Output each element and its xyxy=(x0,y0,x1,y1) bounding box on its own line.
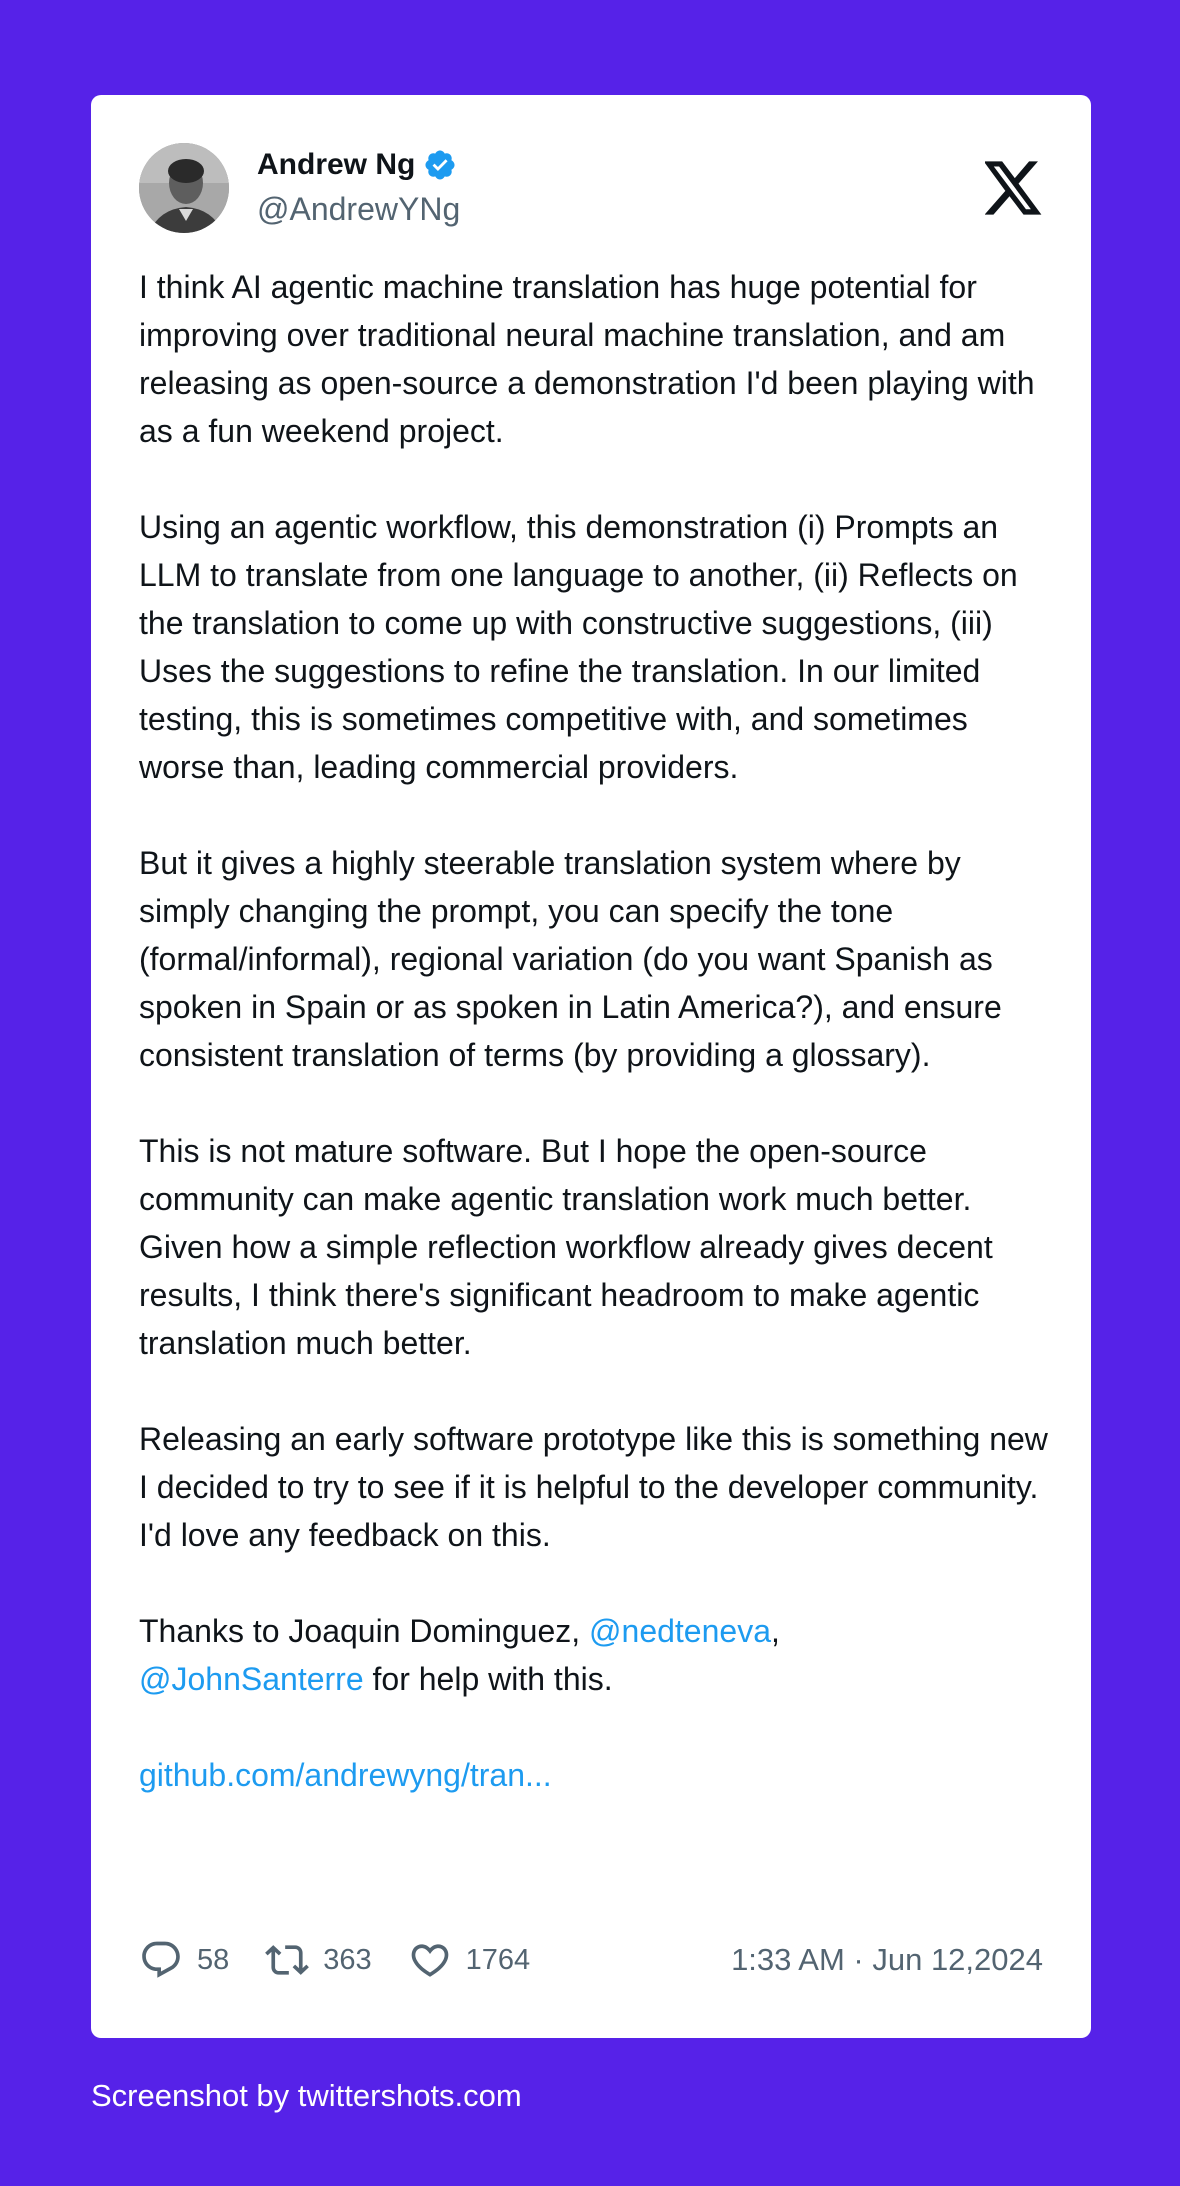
author-handle[interactable]: @AndrewYNg xyxy=(257,191,461,227)
thanks-suffix: for help with this. xyxy=(363,1661,613,1697)
mention-johnsanterre[interactable]: @JohnSanterre xyxy=(139,1661,364,1697)
avatar[interactable] xyxy=(139,143,229,233)
tweet-paragraph: I think AI agentic machine translation has huge potential for improving over traditional neural machine translation, and am releasing as open-source a demonstration I'd been playing with as a fun weekend project. xyxy=(139,269,1035,449)
tweet-paragraph: This is not mature software. But I hope the open-source community can make agentic translation work much better. Given how a simple reflection workflow already gives decent results, I think there's significant headroom to make agentic translation much better. xyxy=(139,1133,993,1361)
link-paragraph xyxy=(139,1751,1049,1799)
retweet-count: 363 xyxy=(323,1943,372,1976)
thanks-prefix: Thanks to Joaquin Dominguez, xyxy=(139,1613,590,1649)
reply-count: 58 xyxy=(197,1943,230,1976)
retweet-stat[interactable] xyxy=(265,1938,371,1982)
thanks-separator: , xyxy=(770,1613,780,1649)
mention-nedteneva[interactable]: @nedteneva xyxy=(589,1613,771,1649)
like-stat[interactable] xyxy=(408,1938,531,1982)
reply-stat[interactable] xyxy=(139,1938,229,1982)
tweet-card xyxy=(91,95,1091,2038)
screenshot-credit: Screenshot by twittershots.com xyxy=(91,2078,522,2113)
timestamp[interactable]: 1:33 AM · Jun 12,2024 xyxy=(731,1942,1043,1977)
tweet-paragraph: Using an agentic workflow, this demonstration (i) Prompts an LLM to translate from one language to another, (ii) Reflects on the translation to come up with constructive suggestions, (iii) Uses the suggestions to refine the translation. In our limited testing, this is sometimes competitive with, and sometimes worse than, leading commercial providers. xyxy=(139,509,1018,785)
heart-icon xyxy=(408,1938,452,1982)
retweet-icon xyxy=(265,1938,309,1982)
like-count: 1764 xyxy=(465,1943,531,1976)
author-row xyxy=(257,147,457,183)
verified-badge-icon xyxy=(423,148,457,182)
author-name[interactable]: Andrew Ng xyxy=(257,148,416,181)
tweet-paragraph: Releasing an early software prototype like this is something new I decided to try to see if it is helpful to the developer community. I'd love any feedback on this. xyxy=(139,1421,1048,1553)
x-logo-icon[interactable] xyxy=(985,161,1043,215)
reply-icon xyxy=(139,1938,183,1982)
avatar-image xyxy=(139,143,229,233)
tweet-body xyxy=(139,263,1049,1799)
tweet-paragraph: But it gives a highly steerable translation system where by simply changing the prompt, you can specify the tone (formal/informal), regional variation (do you want Spanish as spoken in Spain or as spoken in Latin America?), and ensure consistent translation of terms (by providing a glossary). xyxy=(139,845,1002,1073)
github-link[interactable]: github.com/andrewyng/tran... xyxy=(139,1757,552,1793)
tweet-footer xyxy=(139,1940,1043,1980)
thanks-paragraph xyxy=(139,1607,1049,1703)
